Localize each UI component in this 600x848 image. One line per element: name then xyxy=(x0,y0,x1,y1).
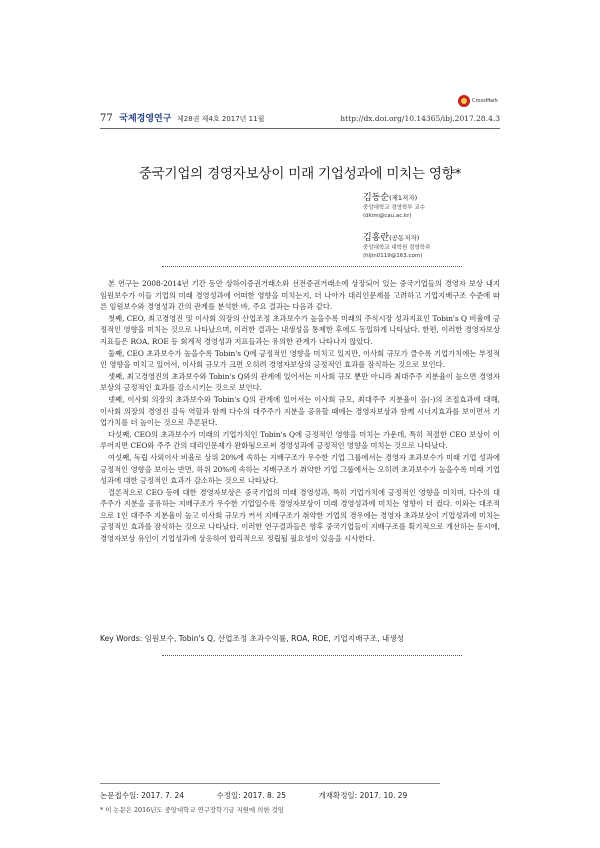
author-1 xyxy=(363,192,513,220)
page-number: 77 xyxy=(100,113,113,124)
abstract-paragraph: 본 연구는 2008-2014년 기간 동안 상하이증권거래소와 선전증권거래소에 상장되어 있는 중국기업들의 경영자 보상 내지 임원보수가 이들 기업의 미래 경영성과에 어떠한 영향을 미치는지, 더 나아가 대리인문제를 고려하고 기업지배구조 수준에 따른 임원보수와 경영성과 간의 관계를 분석한 바, 주요 결과는 다음과 같다. xyxy=(100,279,500,312)
paper-title: 중국기업의 경영자보상이 미래 기업성과에 미치는 영향* xyxy=(138,166,462,182)
abstract-paragraph: 첫째, CEO, 최고경영진 및 이사회 의장의 산업조정 초과보수가 높을수록 미래의 주식시장 성과지표인 Tobin's Q 비율에 긍정적인 영향을 미치는 것으로 나타났으며, 이러한 결과는 내생성을 통제한 후에도 동일하게 나타났다. 한편, 이러한 경영자보상 지표들은 ROA, ROE 등 회계적 경영성과 지표들과는 유의한 관계가 나타나지 않았다. xyxy=(100,313,500,346)
funding-footnote: * 이 논문은 2016년도 중앙대학교 연구장학기금 지원에 의한 것임 xyxy=(100,806,284,814)
received-date: 논문접수일: 2017. 7. 24 xyxy=(100,791,185,800)
author-2 xyxy=(363,232,513,260)
keywords-terms: 임원보수, Tobin's Q, 산업조정 초과수익률, ROA, ROE, 기업지배구조, 내생성 xyxy=(144,634,404,643)
abstract-paragraph: 여섯째, 독립 사외이사 비율로 상위 20%에 속하는 지배구조가 우수한 기업 그룹에서는 경영자 초과보수가 미래 기업 성과에 긍정적인 영향을 보이는 반면, 하위 20%에 속하는 지배구조가 취약한 기업 그룹에서는 오히려 초과보수가 높을수록 미래 기업성과에 대한 긍정적인 효과가 감소하는 것으로 나타났다. xyxy=(100,452,500,486)
keywords-label: Key Words: xyxy=(100,634,143,643)
author-1-affiliation: 중앙대학교 경영학부 교수 xyxy=(363,205,425,211)
crossmark-icon xyxy=(458,95,470,107)
volume-issue: 제28권 제4호 2017년 11월 xyxy=(177,115,265,123)
author-1-name: 김동순 xyxy=(363,193,390,203)
author-2-email[interactable]: (hljin0119@163.com) xyxy=(363,253,423,259)
revised-date: 수정일: 2017. 8. 25 xyxy=(216,791,287,800)
abstract xyxy=(100,278,500,545)
abstract-paragraph: 둘째, CEO 초과보수가 높을수록 Tobin's Q에 긍정적인 영향을 미치고 있지만, 이사회 규모가 클수록 기업가치에는 부정적인 영향을 미치고 있어서, 이사회 규모가 크면 오히려 경영자보상의 긍정적인 효과를 잠식하는 것으로 보인다. xyxy=(100,348,500,370)
header-left xyxy=(100,112,264,126)
author-block xyxy=(363,192,513,272)
author-2-affiliation: 중앙대학교 대학원 경영학과 xyxy=(363,245,431,251)
author-2-name: 김홍란 xyxy=(363,233,390,243)
submission-dates xyxy=(100,790,440,801)
dotted-divider-top xyxy=(162,266,462,268)
abstract-paragraph: 셋째, 최고경영진의 초과보수와 Tobin's Q와의 관계에 있어서는 이사회 규모 뿐만 아니라 최대주주 지분율이 높으면 경영자보상의 긍정적인 효과를 감소시키는 것으로 보인다. xyxy=(100,371,500,393)
page-footer xyxy=(100,783,440,814)
abstract-paragraph: 넷째, 이사회 의장의 초과보수와 Tobin's Q의 관계에 있어서는 이사회 규모, 최대주주 지분율이 음(-)의 조절효과에 대해, 이사회 의장의 경영진 감독 역할과 함께 다수의 대주주가 지분을 공유할 때에는 경영자보상과 함께 시너지효과를 보이면서 기업가치를 더 높이는 것으로 추론된다. xyxy=(100,394,500,428)
crossmark-label: CrossMark xyxy=(472,98,499,104)
author-2-role: (공동저자) xyxy=(389,234,420,242)
crossmark-badge[interactable] xyxy=(458,94,498,108)
doi-link[interactable]: http://dx.doi.org/10.14365/ibj.2017.28.4.3 xyxy=(340,114,500,123)
page-header xyxy=(100,112,500,129)
author-1-role: (제1저자) xyxy=(389,194,418,202)
journal-name: 국제경영연구 xyxy=(119,114,172,124)
accepted-date: 게재확정일: 2017. 10. 29 xyxy=(318,791,408,800)
abstract-paragraph: 결론적으로 CEO 등에 대한 경영자보상은 중국기업의 미래 경영성과, 특히 기업가치에 긍정적인 영향을 미치며, 다수의 대주주가 지분을 공유하는 지배구조가 우수한 기업일수록 경영자보상이 미래 경영성과에 미치는 영향이 더 컸다. 이와는 대조적으로 1인 대주주 지분율이 높고 이사회 규모가 커서 지배구조가 취약한 기업의 경우에는 경영자 초과보상이 기업성과에 미치는 긍정적인 효과를 잠식하는 것으로 나타났다. 이러한 연구결과들은 향후 중국기업들이 지배구조를 획기적으로 개선하는 동시에, 경영자보상 유인이 기업성과에 상응하여 합리적으로 정립될 필요성이 있음을 시사한다. xyxy=(100,487,500,544)
dotted-divider-bottom xyxy=(162,655,462,657)
author-1-email[interactable]: (dkim@cau.ac.kr) xyxy=(363,213,412,219)
abstract-paragraph: 다섯째, CEO의 초과보수가 미래의 기업가치인 Tobin's Q에 긍정적인 영향을 미치는 가운데, 특히 적절한 CEO 보상이 이루어지면 CEO와 주주 간의 대리인문제가 완화됨으로써 경영성과에 긍정적인 영향을 미치는 것으로 나타났다. xyxy=(100,429,500,451)
keywords xyxy=(100,633,520,644)
